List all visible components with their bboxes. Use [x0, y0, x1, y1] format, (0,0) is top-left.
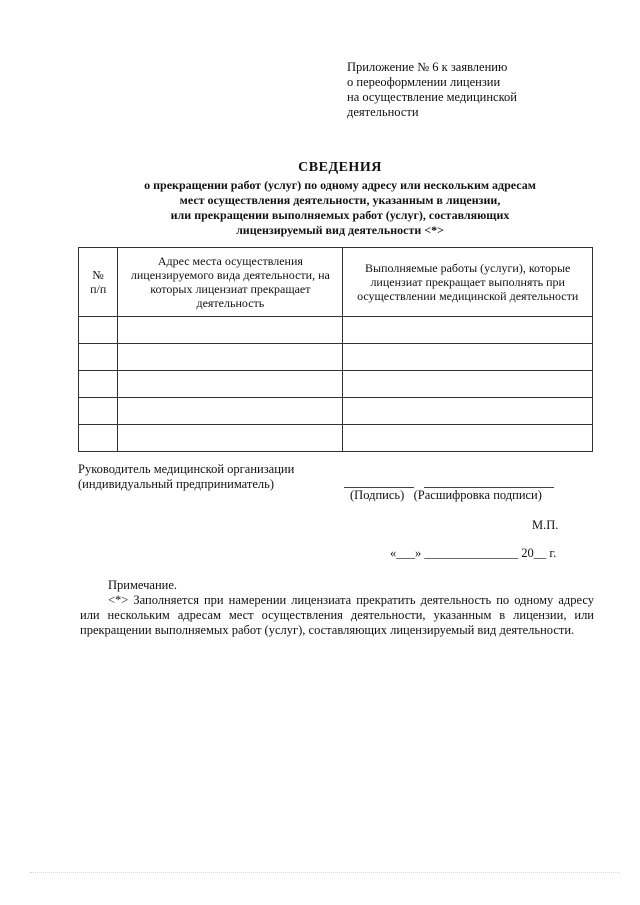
info-table	[78, 247, 593, 452]
table-cell[interactable]	[343, 398, 593, 425]
document-title	[80, 160, 600, 238]
table-row	[79, 371, 593, 398]
table-row	[79, 425, 593, 452]
appendix-line: на осуществление медицинской	[347, 90, 517, 104]
note-body: <*> Заполняется при намерении лицензиата прекратить деятельность по одному адресу или нескольким адресам мест осуществления деятельности, указанным в лицензии, или прекращении выполняемых работ (услуг), составляющих лицензируемый вид деятельности.	[80, 593, 594, 637]
date-field[interactable]: «___» _______________ 20__ г.	[390, 546, 557, 560]
note-title: Примечание.	[108, 578, 178, 592]
table-header-row	[79, 248, 593, 317]
table-cell[interactable]	[79, 425, 118, 452]
title-line: мест осуществления деятельности, указанным в лицензии,	[179, 193, 501, 207]
note-text	[80, 593, 594, 638]
table-cell[interactable]	[118, 317, 343, 344]
table-cell[interactable]	[343, 371, 593, 398]
appendix-line: о переоформлении лицензии	[347, 75, 501, 89]
stamp-place: М.П.	[532, 518, 559, 532]
table-cell[interactable]	[343, 425, 593, 452]
title-line: лицензируемый вид деятельности <*>	[236, 223, 444, 237]
title-main: СВЕДЕНИЯ	[298, 160, 382, 175]
table-cell[interactable]	[118, 344, 343, 371]
table-row	[79, 398, 593, 425]
title-line: или прекращении выполняемых работ (услуг), составляющих	[170, 208, 510, 222]
table-cell[interactable]	[118, 398, 343, 425]
table-row	[79, 317, 593, 344]
table-cell[interactable]	[79, 317, 118, 344]
table-row	[79, 344, 593, 371]
appendix-note	[347, 60, 597, 120]
header-number: № п/п	[79, 248, 118, 317]
header-works: Выполняемые работы (услуги), которые лицензиат прекращает выполнять при осуществлении медицинской деятельности	[343, 248, 593, 317]
header-address: Адрес места осуществления лицензируемого вида деятельности, на которых лицензиат прекращает деятельность	[118, 248, 343, 317]
table-cell[interactable]	[343, 317, 593, 344]
appendix-line: деятельности	[347, 105, 419, 119]
title-line: о прекращении работ (услуг) по одному адресу или нескольким адресам	[144, 178, 536, 192]
signer-title: Руководитель медицинской организации	[78, 462, 295, 476]
table-cell[interactable]	[118, 371, 343, 398]
scan-artifact	[30, 872, 620, 875]
table-cell[interactable]	[79, 398, 118, 425]
table-cell[interactable]	[79, 371, 118, 398]
signature-caption: (Подпись) (Расшифровка подписи)	[350, 488, 542, 502]
table-cell[interactable]	[118, 425, 343, 452]
signer-subtitle: (индивидуальный предприниматель)	[78, 477, 274, 491]
signer-block	[78, 462, 294, 492]
table-cell[interactable]	[79, 344, 118, 371]
appendix-line: Приложение № 6 к заявлению	[347, 60, 508, 74]
table-cell[interactable]	[343, 344, 593, 371]
